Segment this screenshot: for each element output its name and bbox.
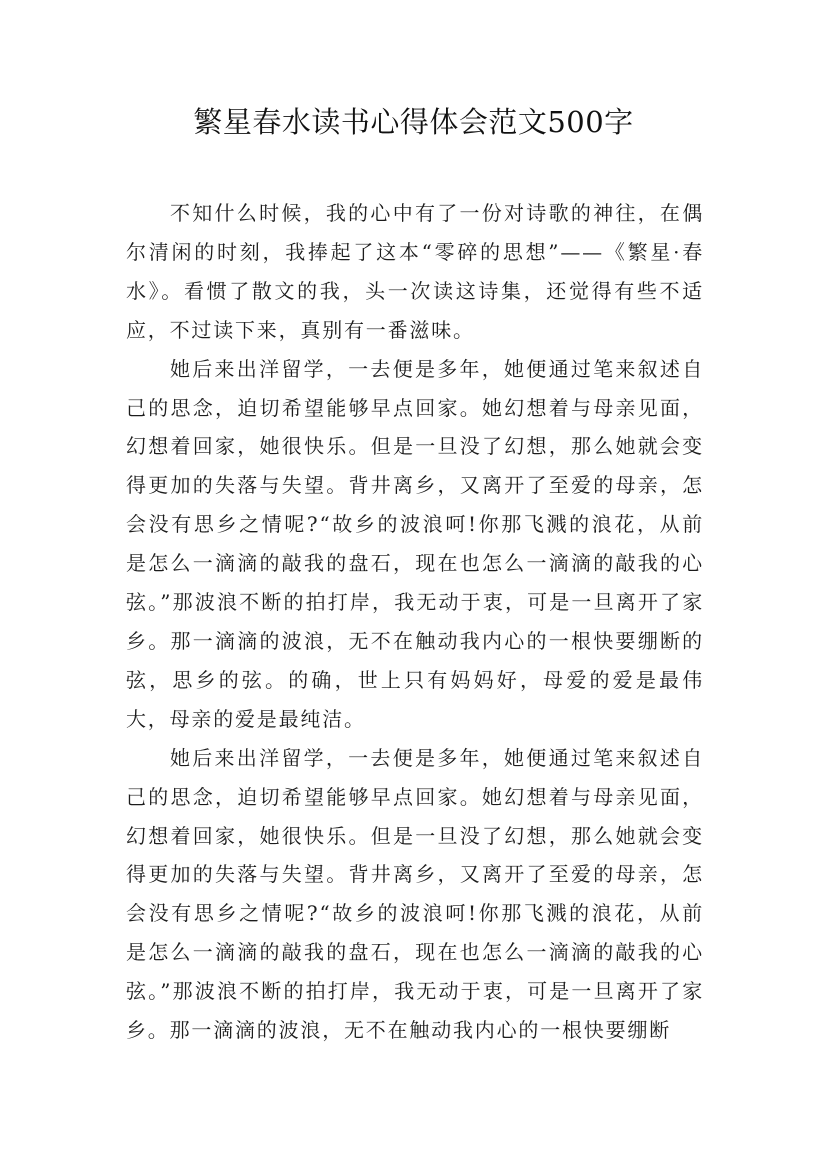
paragraph-1: 不知什么时候，我的心中有了一份对诗歌的神往，在偶尔清闲的时刻，我捧起了这本“零碎的思想”——《繁星·春水》。看惯了散文的我，头一次读这诗集，还觉得有些不适应，不过读下来，真别有一番滋味。 bbox=[126, 201, 704, 342]
paragraph-2: 她后来出洋留学，一去便是多年，她便通过笔来叙述自己的思念，迫切希望能够早点回家。她幻想着与母亲见面，幻想着回家，她很快乐。但是一旦没了幻想，那么她就会变得更加的失落与失望。背井离乡，又离开了至爱的母亲，怎会没有思乡之情呢?“故乡的波浪呵!你那飞溅的浪花，从前是怎么一滴滴的敲我的盘石，现在也怎么一滴滴的敲我的心弦。”那波浪不断的拍打岸，我无动于衷，可是一旦离开了家乡。那一滴滴的波浪，无不在触动我内心的一根快要绷断的弦，思乡的弦。的确，世上只有妈妈好，母爱的爱是最伟大，母亲的爱是最纯洁。 bbox=[126, 356, 704, 731]
paragraph-3: 她后来出洋留学，一去便是多年，她便通过笔来叙述自己的思念，迫切希望能够早点回家。她幻想着与母亲见面，幻想着回家，她很快乐。但是一旦没了幻想，那么她就会变得更加的失落与失望。背井离乡，又离开了至爱的母亲，怎会没有思乡之情呢?“故乡的波浪呵!你那飞溅的浪花，从前是怎么一滴滴的敲我的盘石，现在也怎么一滴滴的敲我的心弦。”那波浪不断的拍打岸，我无动于衷，可是一旦离开了家乡。那一滴滴的波浪，无不在触动我内心的一根快要绷断 bbox=[126, 745, 704, 1043]
document-body bbox=[126, 194, 704, 1050]
document-title: 繁星春水读书心得体会范文500字 bbox=[193, 105, 634, 139]
